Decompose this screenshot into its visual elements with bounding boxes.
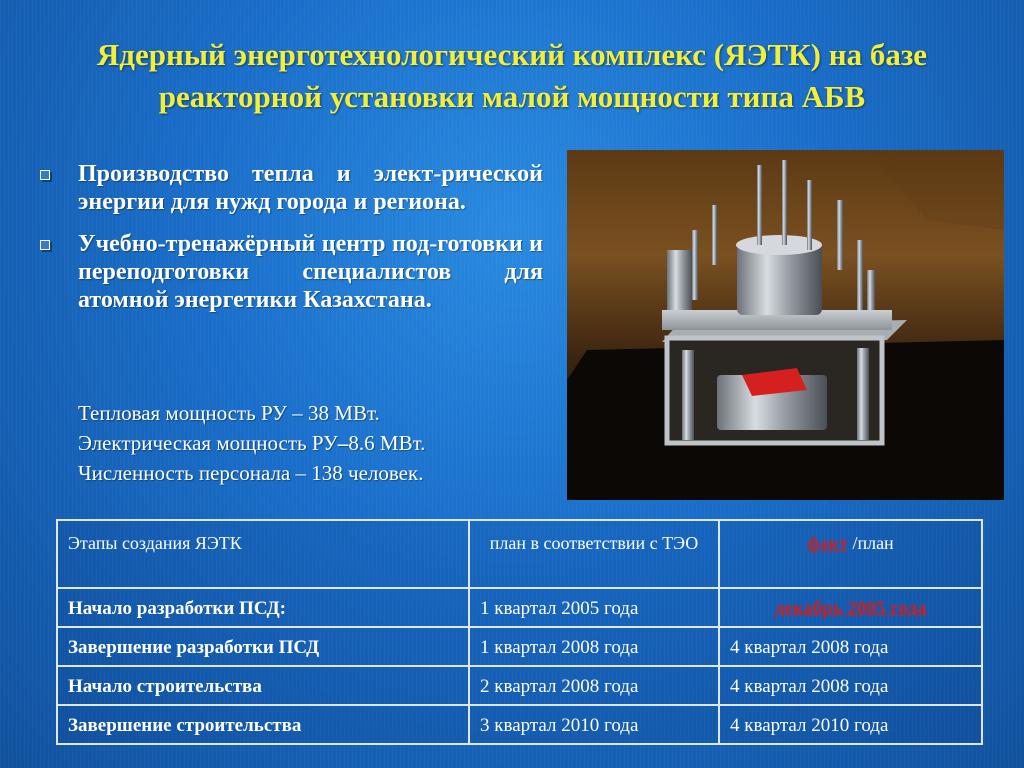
- fact-value: декабрь 2005 года: [774, 598, 927, 619]
- stats-block: [78, 398, 548, 488]
- stat-value: 8.6 МВт.: [348, 431, 426, 455]
- bullet-item: [40, 230, 543, 314]
- stat-thermal-power: [78, 398, 548, 428]
- stat-label: Численность персонала: [78, 461, 291, 485]
- fact-cell: [719, 588, 982, 627]
- stat-separator: –: [287, 401, 309, 425]
- table-row: [57, 666, 982, 705]
- stage-cell: Начало разработки ПСД:: [57, 588, 469, 627]
- bullet-list: [40, 160, 543, 328]
- stat-value: 138 человек.: [311, 461, 424, 485]
- stat-value: 38 МВт.: [308, 401, 380, 425]
- bullet-item: [40, 160, 543, 216]
- square-bullet-icon: [40, 240, 50, 250]
- fact-label: факт: [807, 533, 848, 553]
- column-header-fact: [719, 520, 982, 588]
- table-row: [57, 705, 982, 744]
- stat-electric-power: [78, 428, 548, 458]
- plan-cell: 2 квартал 2008 года: [469, 666, 719, 705]
- column-header-plan: план в соответствии с ТЭО: [469, 520, 719, 588]
- column-header-stage: Этапы создания ЯЭТК: [57, 520, 469, 588]
- reactor-model-photo: [567, 150, 1004, 500]
- square-bullet-icon: [40, 170, 50, 180]
- stage-cell: Начало строительства: [57, 666, 469, 705]
- bullet-text: Учебно-тренажёрный центр под-готовки и переподготовки специалистов для атомной энергетики Казахстана.: [78, 231, 543, 313]
- stat-separator: –: [290, 461, 312, 485]
- stage-cell: Завершение разработки ПСД: [57, 627, 469, 666]
- stage-cell: Завершение строительства: [57, 705, 469, 744]
- bullet-text: Производство тепла и элект-рической энергии для нужд города и региона.: [78, 161, 543, 215]
- table-row: [57, 588, 982, 627]
- plan-label: /план: [847, 533, 894, 553]
- table-row: [57, 627, 982, 666]
- title-line-2: реакторной установки малой мощности типа АБВ: [158, 79, 866, 114]
- fact-cell: 4 квартал 2008 года: [719, 666, 982, 705]
- table-header-row: [57, 520, 982, 588]
- stat-separator: –: [337, 431, 349, 455]
- stat-staff-count: [78, 458, 548, 488]
- plan-cell: 1 квартал 2008 года: [469, 627, 719, 666]
- slide-title: [20, 34, 1004, 118]
- plan-cell: 3 квартал 2010 года: [469, 705, 719, 744]
- plan-cell: 1 квартал 2005 года: [469, 588, 719, 627]
- title-line-1: Ядерный энерготехнологический комплекс (ЯЭТК) на базе: [96, 37, 928, 72]
- fact-cell: 4 квартал 2008 года: [719, 627, 982, 666]
- stat-label: Электрическая мощность РУ: [78, 431, 338, 455]
- fact-cell: 4 квартал 2010 года: [719, 705, 982, 744]
- stages-table: [56, 519, 983, 745]
- stat-label: Тепловая мощность РУ: [78, 401, 288, 425]
